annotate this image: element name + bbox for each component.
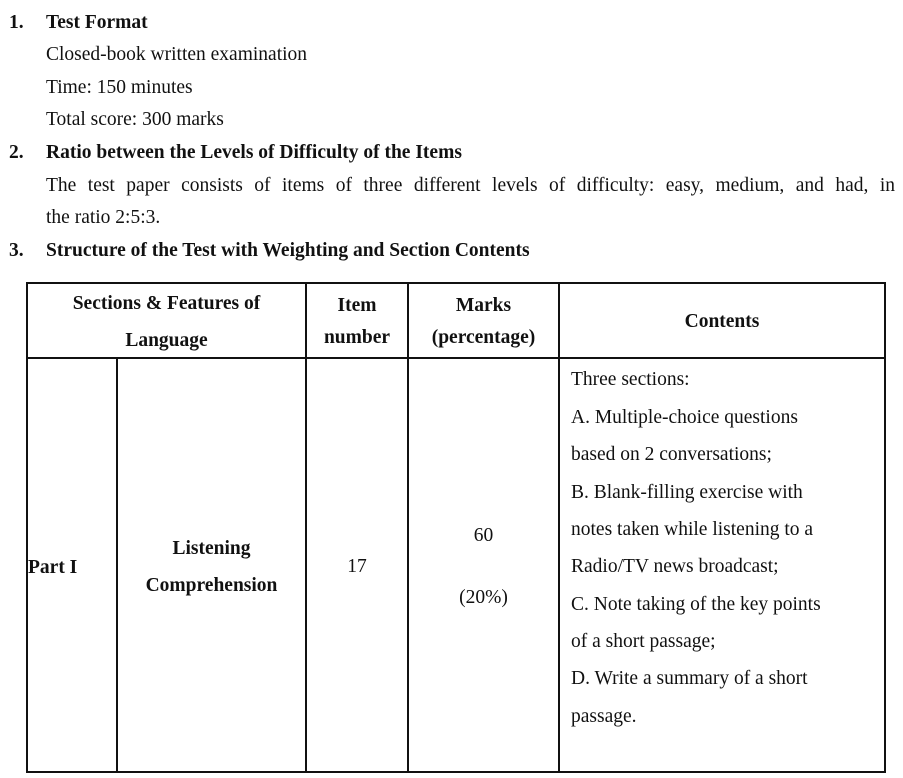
contents-line: C. Note taking of the key points	[571, 594, 821, 615]
header-contents: Contents	[684, 311, 760, 332]
table-item-divider	[305, 282, 307, 773]
table-border-bottom	[26, 771, 886, 773]
percentage-value: (20%)	[459, 587, 508, 608]
test-format-line: Closed-book written examination	[46, 44, 308, 65]
table-part-divider	[116, 358, 118, 773]
contents-line: notes taken while listening to a	[571, 519, 814, 540]
test-format-line: Time: 150 minutes	[46, 77, 193, 98]
table-border-left	[26, 282, 28, 773]
difficulty-paragraph-line: The test paper consists of items of three different levels of difficulty: easy, medium, and had, in	[46, 175, 895, 196]
header-marks: Marks	[455, 295, 512, 316]
test-format-line: Total score: 300 marks	[46, 109, 224, 130]
feature-listening: Listening	[172, 538, 251, 559]
marks-value: 60	[473, 525, 494, 546]
section-number: 2.	[9, 142, 24, 163]
contents-line: D. Write a summary of a short	[571, 668, 808, 689]
header-marks: (percentage)	[431, 327, 536, 348]
item-number-value: 17	[347, 556, 367, 577]
section-number: 3.	[9, 240, 24, 261]
table-contents-divider	[558, 282, 560, 773]
part-label: Part I	[28, 557, 78, 578]
table-border-top	[26, 282, 886, 284]
section-title: Structure of the Test with Weighting and Section Contents	[46, 240, 530, 261]
contents-line: B. Blank-filling exercise with	[571, 482, 803, 503]
header-sections: Sections & Features of	[72, 293, 261, 314]
contents-line: passage.	[571, 706, 637, 727]
header-item-number: Item	[337, 295, 377, 316]
table-border-right	[884, 282, 886, 773]
header-sections: Language	[125, 330, 208, 351]
section-title: Test Format	[46, 12, 148, 33]
contents-line: of a short passage;	[571, 631, 716, 652]
contents-line: Radio/TV news broadcast;	[571, 556, 779, 577]
contents-line: A. Multiple-choice questions	[571, 407, 798, 428]
feature-comprehension: Comprehension	[145, 575, 278, 596]
difficulty-paragraph-line: the ratio 2:5:3.	[46, 207, 161, 228]
contents-line: based on 2 conversations;	[571, 444, 772, 465]
section-title: Ratio between the Levels of Difficulty of the Items	[46, 142, 462, 163]
header-item-number: number	[323, 327, 391, 348]
section-number: 1.	[9, 12, 24, 33]
contents-line: Three sections:	[571, 369, 690, 390]
table-header-divider	[26, 357, 886, 359]
